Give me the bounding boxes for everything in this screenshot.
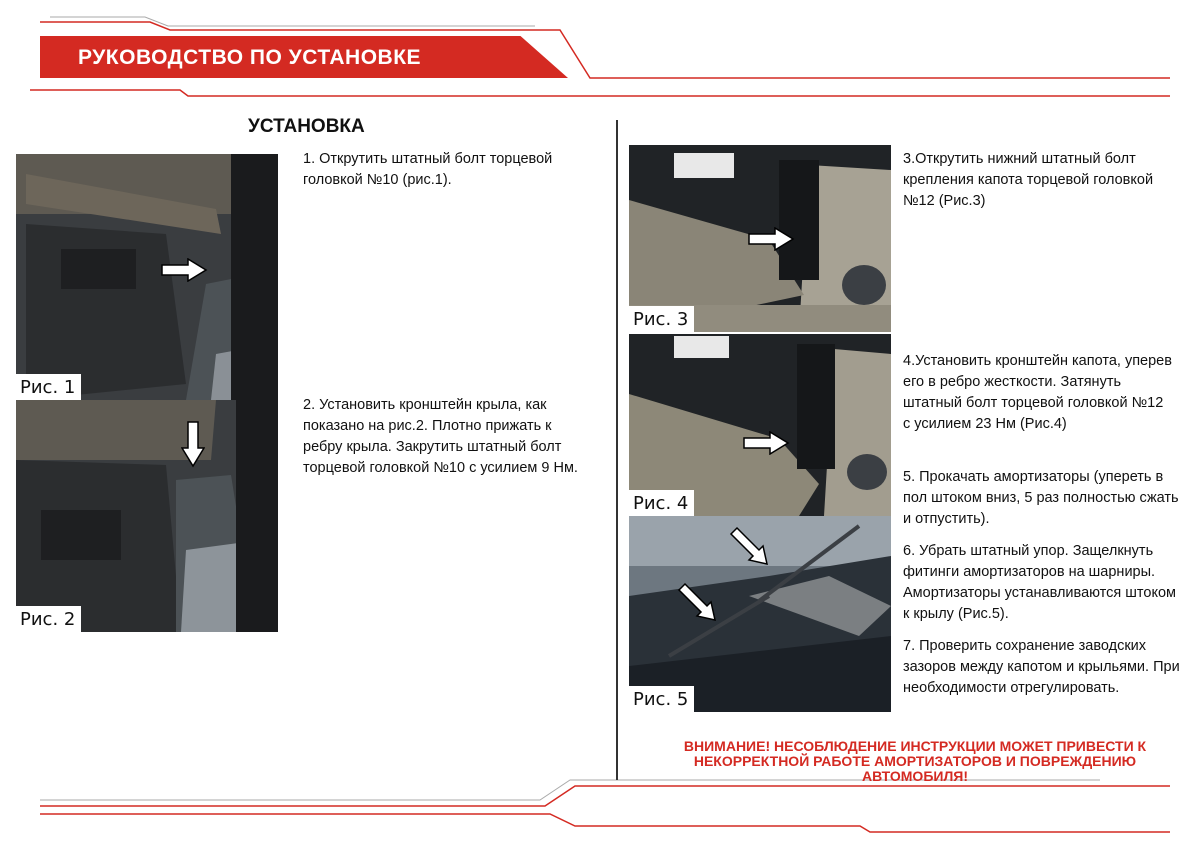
warning-text: ВНИМАНИЕ! НЕСОБЛЮДЕНИЕ ИНСТРУКЦИИ МОЖЕТ ПРИВЕСТИ К НЕКОРРЕКТНОЙ РАБОТЕ АМОРТИЗАТОРОВ И ПОВРЕЖДЕНИЮ АВТОМОБИЛЯ! <box>683 738 1147 784</box>
page-title: РУКОВОДСТВО ПО УСТАНОВКЕ <box>78 46 422 69</box>
figure-5 <box>629 516 891 712</box>
figure-caption: Рис. 4 <box>629 490 694 516</box>
arrow-icon <box>677 582 717 622</box>
step-1-text: 1. Открутить штатный болт торцевой головкой №10 (рис.1). <box>303 151 553 188</box>
figure-1 <box>16 154 278 400</box>
step-7-text: 7. Проверить сохранение заводских зазоров между капотом и крыльями. При необходимости отрегулировать. <box>903 638 1180 696</box>
figure-4 <box>629 334 891 516</box>
figure-2 <box>16 400 278 632</box>
column-divider <box>616 120 618 780</box>
section-title: УСТАНОВКА <box>248 116 365 137</box>
arrow-icon <box>747 227 795 251</box>
figure-caption: Рис. 2 <box>16 606 81 632</box>
arrow-icon <box>160 258 208 282</box>
step-6-text: 6. Убрать штатный упор. Защелкнуть фитинги амортизаторов на шарниры. Амортизаторы устанавливаются штоком к крылу (Рис.5). <box>903 543 1177 622</box>
arrow-icon <box>181 420 205 468</box>
step-3-text: 3.Открутить нижний штатный болт крепления капота торцевой головкой №12 (Рис.3) <box>903 151 1154 209</box>
step-4-text: 4.Установить кронштейн капота, уперев его в ребро жесткости. Затянуть штатный болт торцевой головкой №12 с усилием 23 Нм (Рис.4) <box>903 353 1172 432</box>
arrow-icon <box>729 526 769 566</box>
step-2-text: 2. Установить кронштейн крыла, как показано на рис.2. Плотно прижать к ребру крыла. Закрутить штатный болт торцевой головкой №10 с усилием 9 Нм. <box>303 397 578 476</box>
figure-3 <box>629 145 891 332</box>
arrow-icon <box>742 431 790 455</box>
step-5-text: 5. Прокачать амортизаторы (упереть в пол штоком вниз, 5 раз полностью сжать и отпустить). <box>903 469 1179 527</box>
figure-caption: Рис. 1 <box>16 374 81 400</box>
figure-caption: Рис. 3 <box>629 306 694 332</box>
figure-caption: Рис. 5 <box>629 686 694 712</box>
